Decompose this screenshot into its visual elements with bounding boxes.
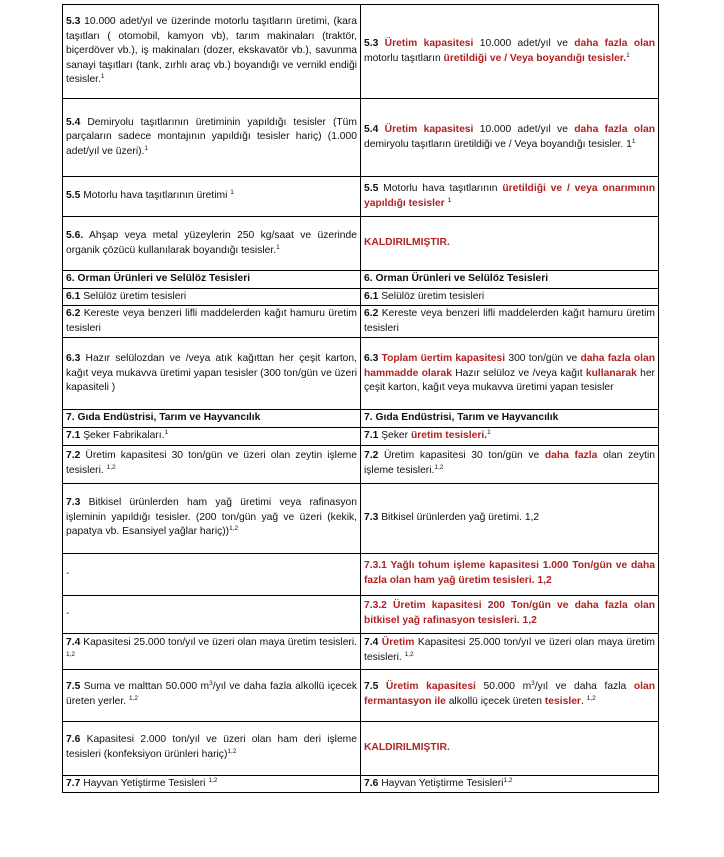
section-heading-7-left: 7. Gıda Endüstrisi, Tarım ve Hayvancılık [63,410,361,428]
cell-right-7-1: 7.1 Şeker üretim tesisleri.$^1$ [361,427,659,445]
table-row [63,177,659,217]
table-row [63,5,659,99]
section-heading-6-right: 6. Orman Ürünleri ve Selülöz Tesisleri [361,271,659,289]
cell-left-7-7: 7.7 Hayvan Yetiştirme Tesisleri $^{1,2}$ [63,775,361,793]
table-row [63,427,659,445]
table-row [63,338,659,410]
table-row [63,217,659,271]
table-row [63,595,659,633]
cell-left-5-5: 5.5 Motorlu hava taşıtlarının üretimi $^1$ [63,177,361,217]
cell-right-7-3: 7.3 Bitkisel ürünlerden yağ üretimi. 1,2 [361,483,659,553]
cell-left-5-4: 5.4 Demiryolu taşıtlarının üretiminin yapıldığı tesisler (Tüm parçaların sadece montajının yapıldığı tesisler hariç) (1.000 adet/yıl ve üzeri).$^1$ [63,99,361,177]
cell-right-5-5: 5.5 Motorlu hava taşıtlarının üretildiği ve / veya onarımının yapıldığı tesisler $^1$ [361,177,659,217]
empty-cell-dash: - [63,553,361,595]
cell-left-7-1: 7.1 Şeker Fabrikaları.$^1$ [63,427,361,445]
cell-left-6-2: 6.2 Kereste veya benzeri lifli maddelerden kağıt hamuru üretim tesisleri [63,306,361,338]
section-header-row [63,271,659,289]
table-row [63,553,659,595]
section-heading-7-right: 7. Gıda Endüstrisi, Tarım ve Hayvancılık [361,410,659,428]
section-header-row [63,410,659,428]
cell-left-5-6: 5.6. Ahşap veya metal yüzeylerin 250 kg/saat ve üzerinde organik çözücü kullanılarak boyandığı tesisler.$^1$ [63,217,361,271]
table-row [63,669,659,721]
cell-left-7-2: 7.2 Üretim kapasitesi 30 ton/gün ve üzeri olan zeytin işleme tesisleri. $^{1,2}$ [63,445,361,483]
table-row [63,306,659,338]
cell-right-7-3-2: 7.3.2 Üretim kapasitesi 200 Ton/gün ve daha fazla olan bitkisel yağ rafinasyon tesisleri. 1,2 [361,595,659,633]
comparison-table [62,4,659,793]
table-row [63,483,659,553]
table-row [63,288,659,306]
cell-right-7-6: 7.6 Hayvan Yetiştirme Tesisleri$^{1,2}$ [361,775,659,793]
cell-right-5-4: 5.4 Üretim kapasitesi 10.000 adet/yıl ve daha fazla olan demiryolu taşıtların üretildiği ve / Veya boyandığı tesisler. $1^1$ [361,99,659,177]
cell-right-7-2: 7.2 Üretim kapasitesi 30 ton/gün ve daha fazla olan zeytin işleme tesisleri.$^{1,2}$ [361,445,659,483]
cell-right-5-3: 5.3 Üretim kapasitesi 10.000 adet/yıl ve daha fazla olan motorlu taşıtların üretildiği ve / Veya boyandığı tesisler.$^1$ [361,5,659,99]
cell-right-6-2: 6.2 Kereste veya benzeri lifli maddelerden kağıt hamuru üretim tesisleri [361,306,659,338]
cell-left-7-3: 7.3 Bitkisel ürünlerden ham yağ üretimi veya rafinasyon işleminin yapıldığı tesisler. (200 ton/gün yağ ve üzeri (kekik, papatya vb. Esansiyel yağlar hariç))$^{1,2}$ [63,483,361,553]
cell-left-7-4: 7.4 Kapasitesi 25.000 ton/yıl ve üzeri olan maya üretim tesisleri. $^{1,2}$ [63,633,361,669]
removed-label: KALDIRILMIŞTIR. [361,217,659,271]
cell-right-7-5: 7.5 Üretim kapasitesi 50.000 $m^3$/yıl ve daha fazla olan fermantasyon ile alkollü içecek üreten tesisler. $^{1,2}$ [361,669,659,721]
cell-right-7-4: 7.4 Üretim Kapasitesi 25.000 ton/yıl ve üzeri olan maya üretim tesisleri. $^{1,2}$ [361,633,659,669]
removed-label: KALDIRILMIŞTIR. [361,721,659,775]
cell-left-7-5: 7.5 Suma ve malttan 50.000 $m^3$/yıl ve daha fazla alkollü içecek üreten yerler. $^{1,2}$ [63,669,361,721]
cell-left-6-1: 6.1 Selülöz üretim tesisleri [63,288,361,306]
empty-cell-dash: - [63,595,361,633]
table-row [63,99,659,177]
cell-left-7-6: 7.6 Kapasitesi 2.000 ton/yıl ve üzeri olan ham deri işleme tesisleri (konfeksiyon ürünleri hariç)$^{1,2}$ [63,721,361,775]
table-row [63,721,659,775]
cell-left-6-3: 6.3 Hazır selülozdan ve /veya atık kağıttan her çeşit karton, kağıt veya mukavva üretimi yapan tesisler (300 ton/gün ve üzeri kapasiteli ) [63,338,361,410]
section-heading-6-left: 6. Orman Ürünleri ve Selülöz Tesisleri [63,271,361,289]
table-row [63,445,659,483]
table-row [63,775,659,793]
table-row [63,633,659,669]
cell-right-7-3-1: 7.3.1 Yağlı tohum işleme kapasitesi 1.000 Ton/gün ve daha fazla olan ham yağ üretim tesisleri. 1,2 [361,553,659,595]
cell-right-6-3: 6.3 Toplam üertim kapasitesi 300 ton/gün ve daha fazla olan hammadde olarak Hazır selüloz ve /veya kağıt kullanarak her çeşit karton, kağıt veya mukavva üretimi yapan tesisler [361,338,659,410]
cell-left-5-3: 5.3 10.000 adet/yıl ve üzerinde motorlu taşıtların üretimi, (kara taşıtları ( otomobil, kamyon vb), tarım makinaları (traktör, biçerdöver vb.), iş makinaları (dozer, ekskavatör vb.), savunma sanayi taşıtları (tank, zırhlı araç vb.) boyandığı ve vernikl endiği tesisler.$^1$ [63,5,361,99]
cell-right-6-1: 6.1 Selülöz üretim tesisleri [361,288,659,306]
